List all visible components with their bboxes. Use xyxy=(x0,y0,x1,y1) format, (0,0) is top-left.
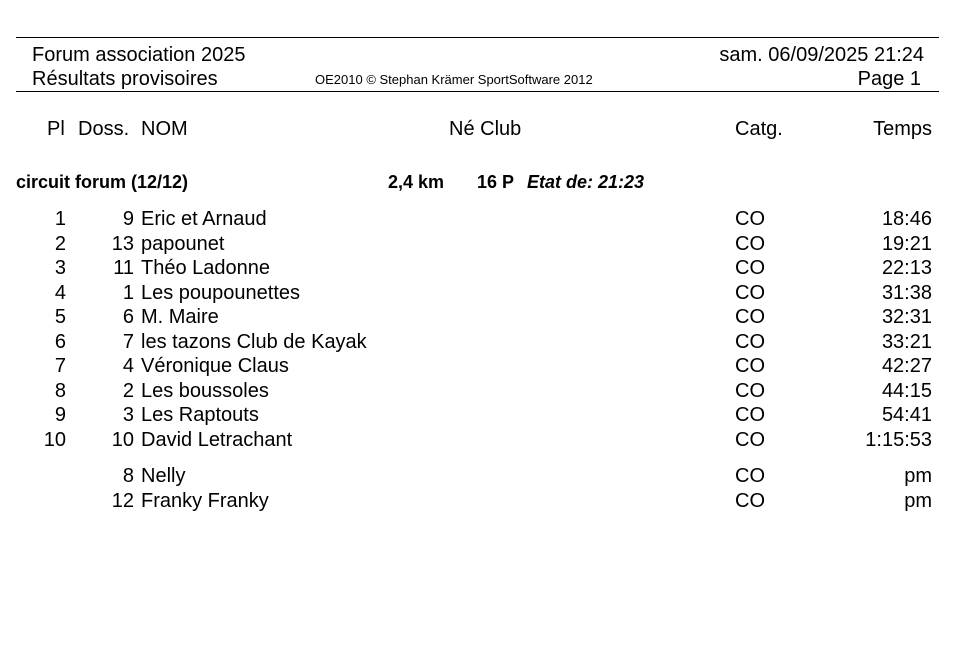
col-header-catg: Catg. xyxy=(735,118,783,140)
place: 6 xyxy=(54,330,66,353)
bib-number: 10 xyxy=(111,428,134,451)
runner-name: Les boussoles xyxy=(141,379,269,402)
software-credit: OE2010 © Stephan Krämer SportSoftware 2012 xyxy=(315,72,593,87)
runner-name: Les Raptouts xyxy=(141,404,259,426)
finish-time: 1:15:53 xyxy=(865,428,932,451)
category: CO xyxy=(735,330,765,353)
bib-number: 12 xyxy=(111,489,134,512)
category: CO xyxy=(735,489,765,512)
runner-name: M. Maire xyxy=(141,306,219,328)
category: CO xyxy=(735,306,765,328)
place: 5 xyxy=(54,306,66,328)
bib-number: 3 xyxy=(122,404,134,426)
runner-name: Nelly xyxy=(141,465,186,487)
result-row xyxy=(0,256,980,280)
place: 9 xyxy=(54,404,66,426)
result-row xyxy=(0,428,980,452)
category: CO xyxy=(735,428,765,451)
place: 4 xyxy=(54,281,66,304)
col-header-nom: NOM xyxy=(141,118,188,140)
finish-time: 54:41 xyxy=(881,404,932,426)
bib-number: 4 xyxy=(122,355,134,377)
result-row xyxy=(0,207,980,231)
header-bottom-rule xyxy=(16,91,939,92)
header-top-rule xyxy=(16,37,939,38)
course-name: circuit forum (12/12) xyxy=(16,172,189,192)
col-header-doss: Doss. xyxy=(78,118,130,140)
report-datetime: sam. 06/09/2025 21:24 xyxy=(719,44,924,66)
result-row xyxy=(0,281,980,305)
result-row xyxy=(0,330,980,354)
course-controls: 16 P xyxy=(477,172,515,192)
bib-number: 7 xyxy=(122,330,134,353)
finish-time: 19:21 xyxy=(881,232,932,255)
result-row xyxy=(0,379,980,403)
course-distance: 2,4 km xyxy=(388,172,445,192)
category: CO xyxy=(735,379,765,402)
category: CO xyxy=(735,232,765,255)
bib-number: 11 xyxy=(113,257,134,279)
finish-time: pm xyxy=(904,465,932,487)
bib-number: 2 xyxy=(122,379,134,402)
finish-time: pm xyxy=(904,489,932,512)
runner-name: papounet xyxy=(141,232,225,255)
col-header-pl: Pl xyxy=(47,118,65,140)
category: CO xyxy=(735,465,765,487)
bib-number: 8 xyxy=(122,465,134,487)
runner-name: David Letrachant xyxy=(141,428,293,451)
event-title: Forum association 2025 xyxy=(32,44,246,66)
result-row xyxy=(0,464,980,488)
result-row xyxy=(0,489,980,513)
finish-time: 42:27 xyxy=(881,355,932,377)
category: CO xyxy=(735,208,765,230)
runner-name: Les poupounettes xyxy=(141,281,301,304)
place: 10 xyxy=(43,428,66,451)
bib-number: 9 xyxy=(122,208,134,230)
bib-number: 13 xyxy=(111,232,134,255)
col-header-ne-club: Né Club xyxy=(449,118,522,140)
finish-time: 32:31 xyxy=(881,306,932,328)
result-row xyxy=(0,232,980,256)
finish-time: 22:13 xyxy=(881,257,932,279)
finish-time: 33:21 xyxy=(881,330,932,353)
place: 3 xyxy=(54,257,66,279)
result-row xyxy=(0,305,980,329)
course-status: Etat de: 21:23 xyxy=(527,172,645,192)
col-header-temps: Temps xyxy=(873,118,932,140)
category: CO xyxy=(735,404,765,426)
runner-name: Eric et Arnaud xyxy=(141,208,267,230)
page-number: Page 1 xyxy=(857,68,921,90)
result-row xyxy=(0,354,980,378)
finish-time: 44:15 xyxy=(881,379,932,402)
runner-name: Franky Franky xyxy=(141,489,269,512)
place: 2 xyxy=(54,232,66,255)
bib-number: 1 xyxy=(122,281,134,304)
runner-name: les tazons Club de Kayak xyxy=(141,330,367,353)
bib-number: 6 xyxy=(122,306,134,328)
place: 7 xyxy=(54,355,66,377)
runner-name: Véronique Claus xyxy=(141,355,289,377)
category: CO xyxy=(735,257,765,279)
finish-time: 18:46 xyxy=(881,208,932,230)
category: CO xyxy=(735,281,765,304)
result-row xyxy=(0,403,980,427)
finish-time: 31:38 xyxy=(881,281,932,304)
report-subtitle: Résultats provisoires xyxy=(32,68,218,90)
category: CO xyxy=(735,355,765,377)
runner-name: Théo Ladonne xyxy=(141,257,271,279)
place: 8 xyxy=(54,379,66,402)
place: 1 xyxy=(54,208,66,230)
